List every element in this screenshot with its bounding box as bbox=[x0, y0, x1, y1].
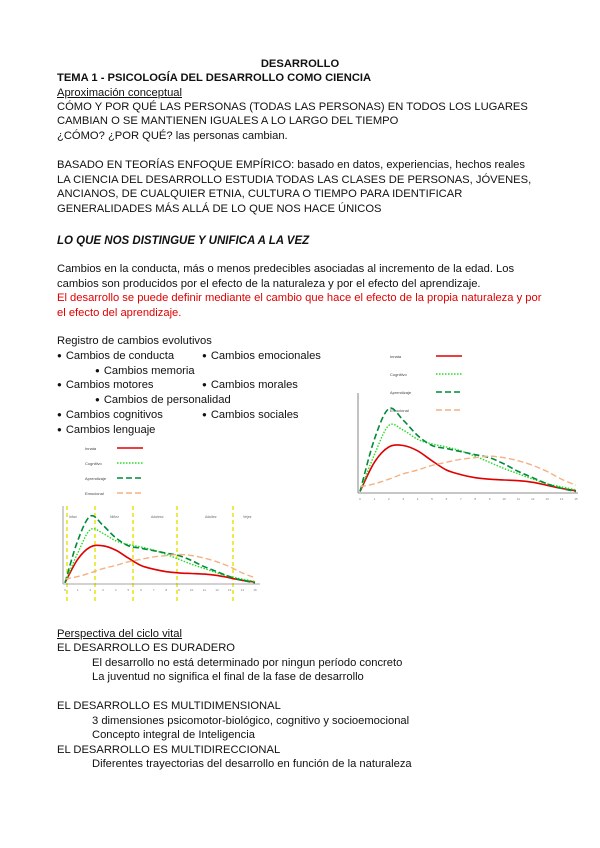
legend-label: Emocional bbox=[85, 491, 104, 496]
x-tick-label: 6 bbox=[140, 588, 142, 592]
x-tick-label: 13 bbox=[227, 588, 232, 592]
x-tick-label: 7 bbox=[459, 497, 462, 501]
registro-title: Registro de cambios evolutivos bbox=[57, 335, 212, 347]
x-tick-label: 0 bbox=[359, 497, 361, 501]
legend-label: Emocional bbox=[390, 408, 409, 413]
x-tick-label: 3 bbox=[402, 497, 405, 501]
section-paragraph-1: Cambios en la conducta, más o menos predecibles asociadas al incremento de la edad. Los bbox=[57, 263, 515, 275]
legend-label: Cognitivo bbox=[85, 461, 102, 466]
x-tick-label: 12 bbox=[215, 588, 219, 592]
stage-label: Adolesc bbox=[151, 515, 164, 519]
development-chart-right bbox=[350, 345, 585, 515]
basis-line-3: ANCIANOS, DE CUALQUIER ETNIA, CULTURA O TIEMPO PARA IDENTIFICAR bbox=[57, 188, 463, 200]
series-line-innata bbox=[65, 545, 255, 582]
x-tick-label: 2 bbox=[89, 588, 92, 592]
x-tick-label: 9 bbox=[178, 588, 180, 592]
section-paragraph-2: cambios son producidos por el efecto de la naturaleza y por el efecto del aprendizaje. bbox=[57, 278, 481, 290]
x-tick-label: 6 bbox=[445, 497, 448, 501]
list-item: ● Cambios morales bbox=[202, 378, 298, 393]
legend-label: Cognitivo bbox=[390, 372, 407, 377]
x-tick-label: 3 bbox=[102, 588, 104, 592]
basis-line-1: BASADO EN TEORÍAS ENFOQUE EMPÍRICO: basado en datos, experiencias, hechos reales bbox=[57, 159, 525, 171]
ciclo-heading-2: EL DESARROLLO ES MULTIDIMENSIONAL bbox=[57, 700, 281, 712]
intro-line-3: ¿CÓMO? ¿POR QUÉ? las personas cambian. bbox=[57, 130, 288, 142]
x-tick-label: 14 bbox=[240, 588, 245, 592]
x-tick-label: 15 bbox=[574, 497, 578, 501]
list-item: ● Cambios motores bbox=[57, 378, 154, 393]
x-tick-label: 13 bbox=[545, 497, 549, 501]
basis-line-4: GENERALIDADES MÁS ALLÁ DE LO QUE NOS HACE ÚNICOS bbox=[57, 203, 382, 215]
x-tick-label: 8 bbox=[474, 497, 477, 501]
stage-label: Vejez bbox=[243, 515, 252, 519]
x-tick-label: 4 bbox=[114, 588, 117, 592]
x-tick-label: 15 bbox=[253, 588, 257, 592]
ciclo-label: Perspectiva del ciclo vital bbox=[57, 628, 182, 640]
x-tick-label: 10 bbox=[189, 588, 194, 592]
series-line-cognitivo bbox=[65, 529, 255, 583]
x-tick-label: 9 bbox=[488, 497, 491, 501]
x-tick-label: 4 bbox=[416, 497, 419, 501]
ciclo-heading-1: EL DESARROLLO ES DURADERO bbox=[57, 642, 236, 654]
ciclo-item: Concepto integral de Inteligencia bbox=[92, 729, 255, 741]
legend-label: Aprendizaje bbox=[85, 476, 107, 481]
list-item: ● Cambios emocionales bbox=[202, 349, 321, 364]
intro-label: Aproximación conceptual bbox=[57, 87, 182, 99]
ciclo-item: Diferentes trayectorias del desarrollo en función de la naturaleza bbox=[92, 758, 412, 770]
list-item: ● Cambios de conducta bbox=[57, 349, 174, 364]
legend-label: Innata bbox=[390, 354, 402, 359]
x-tick-label: 14 bbox=[559, 497, 564, 501]
list-item: ● Cambios sociales bbox=[202, 408, 299, 423]
ciclo-heading-3: EL DESARROLLO ES MULTIDIRECCIONAL bbox=[57, 744, 281, 756]
chart-left-legend bbox=[85, 446, 143, 496]
topic-heading: TEMA 1 - PSICOLOGÍA DEL DESARROLLO COMO CIENCIA bbox=[57, 72, 372, 84]
x-tick-label: 5 bbox=[431, 497, 433, 501]
definition-red-1: El desarrollo se puede definir mediante el cambio que hace el efecto de la propia naturaleza y por bbox=[57, 292, 542, 304]
x-tick-label: 2 bbox=[387, 497, 390, 501]
definition-red-2: el efecto del aprendizaje. bbox=[57, 307, 182, 319]
x-tick-label: 12 bbox=[531, 497, 535, 501]
basis-line-2: LA CIENCIA DEL DESARROLLO ESTUDIA TODAS LAS CLASES DE PERSONAS, JÓVENES, bbox=[57, 174, 532, 186]
page-title: DESARROLLO bbox=[260, 58, 340, 70]
section-title: LO QUE NOS DISTINGUE Y UNIFICA A LA VEZ bbox=[57, 235, 310, 247]
stage-label: Adultez bbox=[205, 515, 217, 519]
development-chart-left bbox=[55, 438, 270, 603]
intro-line-1: CÓMO Y POR QUÉ LAS PERSONAS (TODAS LAS PERSONAS) EN TODOS LOS LUGARES bbox=[57, 101, 528, 113]
x-tick-label: 0 bbox=[64, 588, 66, 592]
ciclo-item: 3 dimensiones psicomotor-biológico, cognitivo y socioemocional bbox=[92, 715, 410, 727]
list-item: ● Cambios de personalidad bbox=[95, 393, 231, 408]
series-line-aprendizaje bbox=[65, 516, 255, 583]
list-item: ● Cambios memoria bbox=[95, 364, 195, 379]
x-tick-label: 10 bbox=[502, 497, 506, 501]
list-item: ● Cambios lenguaje bbox=[57, 423, 155, 438]
legend-label: Aprendizaje bbox=[390, 390, 412, 395]
x-tick-label: 5 bbox=[127, 588, 130, 592]
stage-label: Infan bbox=[69, 515, 77, 519]
x-tick-label: 11 bbox=[516, 497, 520, 501]
x-tick-label: 7 bbox=[152, 588, 155, 592]
legend-label: Innata bbox=[85, 446, 97, 451]
intro-line-2: CAMBIAN O SE MANTIENEN IGUALES A LO LARGO DEL TIEMPO bbox=[57, 115, 399, 127]
stage-label: Niñez bbox=[110, 515, 119, 519]
x-tick-label: 1 bbox=[76, 588, 79, 592]
x-tick-label: 8 bbox=[165, 588, 168, 592]
ciclo-item: El desarrollo no está determinado por ningun período concreto bbox=[92, 657, 403, 669]
x-tick-label: 1 bbox=[373, 497, 376, 501]
x-tick-label: 11 bbox=[202, 588, 206, 592]
list-item: ● Cambios cognitivos bbox=[57, 408, 163, 423]
ciclo-item: La juventud no significa el final de la fase de desarrollo bbox=[92, 671, 364, 683]
